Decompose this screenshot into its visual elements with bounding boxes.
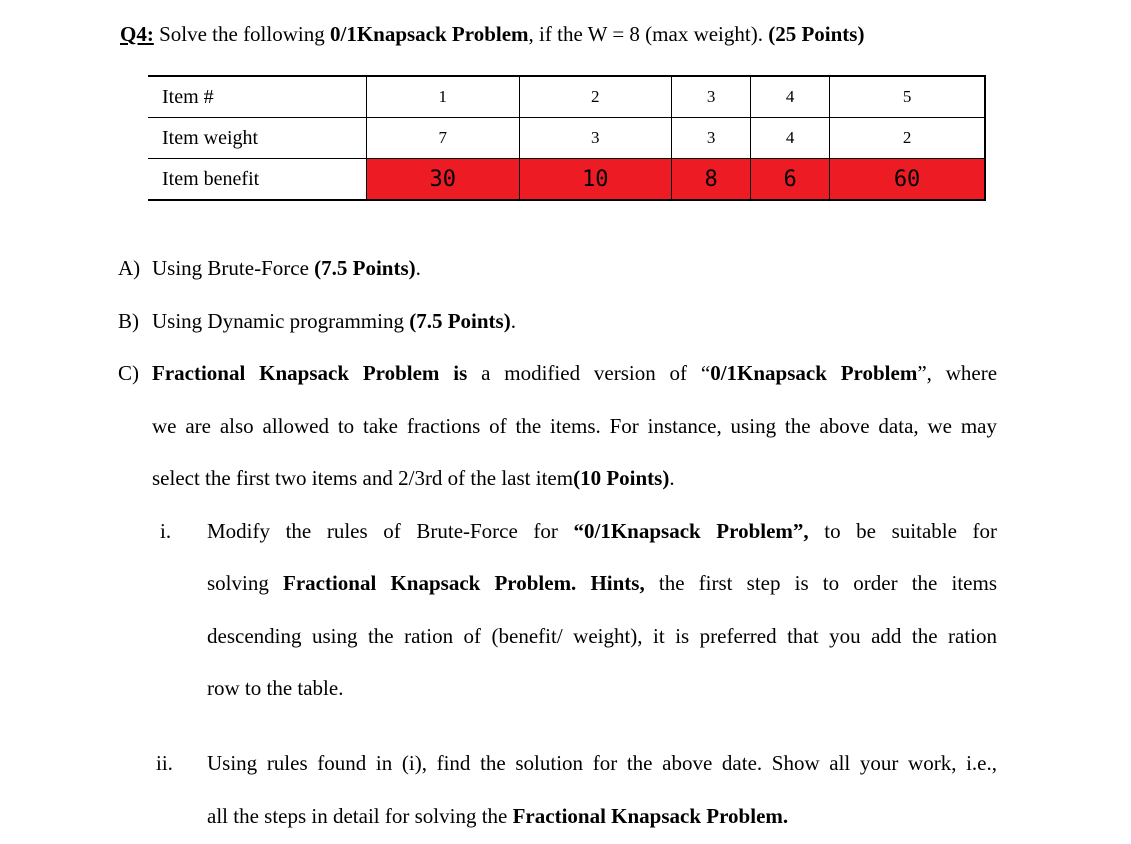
sub-ii-line1: Using rules found in (i), find the solution for the above date. Show all your work, i.e., (207, 751, 997, 775)
table-cell: 3 (672, 118, 751, 159)
knapsack-table (148, 75, 986, 201)
sub-i-label: i. (160, 519, 172, 543)
sub-i-line3: descending using the ration of (benefit/ weight), it is preferred that you add the ration (207, 624, 997, 648)
table-row-item-number (148, 76, 985, 118)
table-cell: 1 (367, 76, 520, 118)
benefit-cell: 8 (672, 159, 751, 201)
benefit-cell: 10 (519, 159, 672, 201)
table-cell: 3 (519, 118, 672, 159)
table-cell: 7 (367, 118, 520, 159)
part-label: B) (118, 309, 139, 333)
part-c-line1 (118, 361, 152, 386)
part-c-line2: we are also allowed to take fractions of the items. For instance, using the above data, we may (152, 414, 997, 438)
table-cell: 2 (519, 76, 672, 118)
row-label: Item benefit (148, 159, 367, 201)
sub-ii-label: ii. (156, 751, 173, 775)
sub-ii-line2: all the steps in detail for solving the Fractional Knapsack Problem. (207, 804, 789, 828)
table-cell: 2 (830, 118, 985, 159)
part-b: B) Using Dynamic programming (7.5 Points). (118, 309, 516, 333)
sub-i-line1: Modify the rules of Brute-Force for “0/1Knapsack Problem”, to be suitable for (207, 519, 998, 543)
table-cell: 4 (751, 76, 830, 118)
table-cell: 3 (672, 76, 751, 118)
table-row-item-benefit (148, 159, 985, 201)
sub-i-line2: solving Fractional Knapsack Problem. Hints, the first step is to order the items (207, 571, 998, 595)
part-a: A) Using Brute-Force (7.5 Points). (118, 256, 421, 280)
benefit-cell: 6 (751, 159, 830, 201)
table-cell: 4 (751, 118, 830, 159)
row-label: Item # (148, 76, 367, 118)
benefit-cell: 60 (830, 159, 985, 201)
question-number: Q4: (120, 22, 154, 46)
table-cell: 5 (830, 76, 985, 118)
row-label: Item weight (148, 118, 367, 159)
part-label: A) (118, 256, 141, 280)
table-row-item-weight (148, 118, 985, 159)
sub-i-line4: row to the table. (207, 676, 344, 700)
part-c-line3: select the first two items and 2/3rd of the last item(10 Points). (152, 466, 675, 490)
question-title: Q4: Solve the following 0/1Knapsack Problem, if the W = 8 (max weight). (25 Points) (120, 22, 865, 46)
benefit-cell: 30 (367, 159, 520, 201)
part-c-line1-text: Fractional Knapsack Problem is a modified version of “0/1Knapsack Problem”, where (152, 361, 998, 385)
part-label: C) (118, 361, 139, 385)
